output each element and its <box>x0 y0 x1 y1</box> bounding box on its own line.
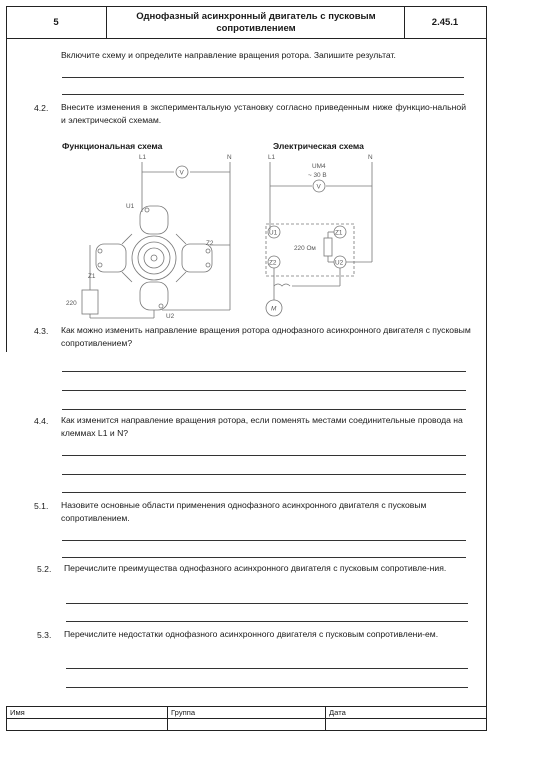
elec-label-um4: UM4 <box>312 163 326 170</box>
footer-date-label: Дата <box>329 708 346 717</box>
frame-left-top <box>6 6 7 352</box>
question-text: Перечислите недостатки однофазного асинхронного двигателя с пусковым сопротивлени-ем. <box>64 629 439 639</box>
functional-diagram <box>62 150 242 326</box>
question-number: 5.2. <box>37 564 52 574</box>
func-label-resistor: 220 <box>66 300 77 307</box>
answer-line[interactable] <box>62 540 466 541</box>
answer-line[interactable] <box>62 455 466 456</box>
answer-line[interactable] <box>62 557 466 558</box>
elec-label-u2: U2 <box>335 259 344 267</box>
func-label-z2: Z2 <box>206 240 214 247</box>
elec-label-v: V <box>316 183 321 191</box>
question-number: 5.1. <box>34 501 49 511</box>
question-number: 5.3. <box>37 630 52 640</box>
func-label-u1: U1 <box>126 203 135 210</box>
electrical-diagram-title: Электрическая схема <box>273 141 364 151</box>
elec-label-n: N <box>368 154 373 161</box>
func-label-z1: Z1 <box>88 273 96 280</box>
footer-group-label: Группа <box>171 708 196 717</box>
question-text: Как можно изменить направление вращения ротора однофазного асинхронного двигателя с пусковым сопротивлением? <box>61 325 471 348</box>
answer-line[interactable] <box>66 621 468 622</box>
answer-line[interactable] <box>62 474 466 475</box>
answer-line[interactable] <box>66 603 468 604</box>
question-text: Внесите изменения в экспериментальную установку согласно приведенным ниже функцио-нальной и электрической схемам. <box>61 102 466 125</box>
question-text: Перечислите преимущества однофазного асинхронного двигателя с пусковым сопротивле-ния. <box>64 563 447 573</box>
elec-label-l1: L1 <box>268 154 276 161</box>
answer-line[interactable] <box>66 668 468 669</box>
elec-label-u1: U1 <box>269 229 278 237</box>
electrical-diagram <box>262 150 382 326</box>
elec-label-z1: Z1 <box>335 229 343 237</box>
answer-line[interactable] <box>62 94 464 95</box>
func-label-u2: U2 <box>166 313 175 320</box>
frame-right <box>486 6 487 730</box>
question-text: Как изменится направление вращения ротора, если поменять местами соединительные провода на клеммах L1 и N? <box>61 415 463 438</box>
answer-line[interactable] <box>66 687 468 688</box>
answer-line[interactable] <box>62 409 466 410</box>
section-code: 2.45.1 <box>431 16 459 28</box>
footer-left <box>6 706 7 731</box>
answer-line[interactable] <box>62 390 466 391</box>
page-number: 5 <box>53 16 59 28</box>
frame-divider-1 <box>106 6 107 39</box>
intro-text: Включите схему и определите направление вращения ротора. Запишите результат. <box>61 50 396 60</box>
answer-line[interactable] <box>62 77 464 78</box>
question-number: 4.4. <box>34 416 49 426</box>
elec-label-resistor: 220 Ом <box>294 245 316 252</box>
footer-top-line <box>6 706 487 707</box>
footer-mid-line <box>6 718 487 719</box>
footer-name-label: Имя <box>10 708 25 717</box>
frame-header-bottom <box>6 38 487 39</box>
footer-bottom-line <box>6 730 487 731</box>
page-title: Однофазный асинхронный двигатель с пусковым сопротивлением <box>136 10 376 34</box>
elec-label-voltage: ~ 30 В <box>308 172 327 179</box>
functional-diagram-title: Функциональная схема <box>62 141 163 151</box>
footer-divider-2 <box>325 706 326 731</box>
question-number: 4.3. <box>34 326 49 336</box>
answer-line[interactable] <box>62 492 466 493</box>
func-label-n: N <box>227 154 232 161</box>
question-text: Назовите основные области применения однофазного асинхронного двигателя с пусковым сопротивлением. <box>61 500 427 523</box>
question-number: 4.2. <box>34 103 49 113</box>
func-label-l1: L1 <box>139 154 147 161</box>
func-label-v: V <box>179 169 184 177</box>
elec-label-motor: M <box>271 305 277 313</box>
elec-label-z2: Z2 <box>269 259 277 267</box>
footer-divider-1 <box>167 706 168 731</box>
answer-line[interactable] <box>62 371 466 372</box>
